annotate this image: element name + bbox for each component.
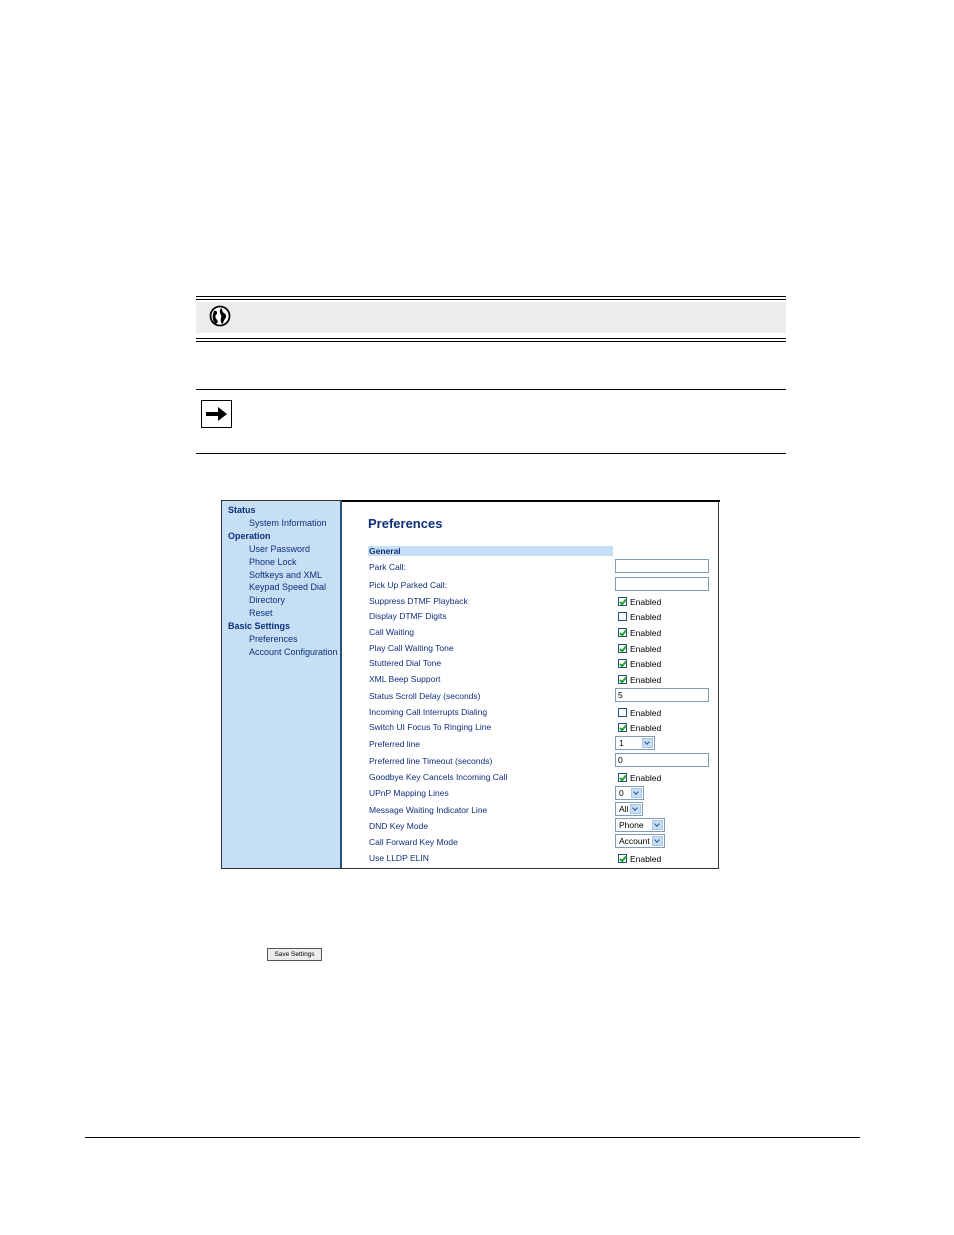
note-box [201,400,232,428]
display-dtmf-checkbox[interactable] [618,612,627,621]
park-call-input[interactable] [615,559,709,573]
chevron-down-icon[interactable] [631,788,642,798]
pickup-parked-call-input[interactable] [615,577,709,591]
use-lldp-elin-checkbox[interactable] [618,854,627,863]
label-pickup-parked-call: Pick Up Parked Call: [369,580,447,590]
dnd-key-mode-select[interactable] [615,818,665,832]
call-waiting-tone-checkbox[interactable] [618,644,627,653]
nav-item-user-password[interactable]: User Password [249,544,311,554]
footer-rule [85,1137,860,1138]
label-display-dtmf: Display DTMF Digits [369,611,447,621]
nav-heading-status[interactable]: Status [228,505,256,515]
nav-item-directory[interactable]: Directory [249,595,286,605]
enabled-label: Enabled [630,675,662,685]
save-settings-button[interactable]: Save Settings [267,948,322,961]
call-waiting-checkbox[interactable] [618,628,627,637]
rule-web-1 [196,338,786,339]
label-call-waiting: Call Waiting [369,627,415,637]
label-preferred-line: Preferred line [369,739,421,749]
label-call-waiting-tone: Play Call Waiting Tone [369,643,454,653]
label-mwi-line: Message Waiting Indicator Line [369,805,488,815]
preferred-line-timeout-input[interactable]: 0 [615,753,709,767]
label-preferred-line-timeout: Preferred line Timeout (seconds) [369,756,493,766]
label-use-lldp-elin: Use LLDP ELIN [369,853,429,863]
preferred-line-value: 1 [619,738,624,748]
call-forward-key-mode-select[interactable] [615,834,665,848]
nav-item-keypad-speed-dial[interactable]: Keypad Speed Dial [249,582,327,592]
mwi-line-select[interactable] [615,802,643,816]
section-bar [368,546,613,556]
nav-item-system-information[interactable]: System Information [249,518,327,528]
rule-note-bottom [196,453,786,454]
enabled-label: Enabled [630,644,662,654]
stuttered-dial-tone-checkbox[interactable] [618,659,627,668]
web-ui-screenshot [221,500,719,869]
enabled-label: Enabled [630,659,662,669]
sidebar [222,501,342,868]
nav-heading-operation[interactable]: Operation [228,531,271,541]
xml-beep-checkbox[interactable] [618,675,627,684]
enabled-label: Enabled [630,773,662,783]
label-park-call: Park Call: [369,562,406,572]
enabled-label: Enabled [630,708,662,718]
content-top-border [342,500,720,502]
switch-ui-focus-checkbox[interactable] [618,723,627,732]
suppress-dtmf-checkbox[interactable] [618,597,627,606]
upnp-mapping-select[interactable] [615,786,644,800]
upnp-mapping-value: 0 [619,788,624,798]
enabled-label: Enabled [630,597,662,607]
label-goodbye-key: Goodbye Key Cancels Incoming Call [369,772,508,782]
label-switch-ui-focus: Switch UI Focus To Ringing Line [369,722,492,732]
section-title: General [369,546,401,556]
enabled-label: Enabled [630,723,662,733]
goodbye-key-checkbox[interactable] [618,773,627,782]
web-ui-note [196,296,786,342]
page-title: Preferences [368,516,443,531]
nav-item-softkeys-xml[interactable]: Softkeys and XML [249,570,323,580]
dnd-key-mode-value: Phone [619,820,644,830]
arrow-right-icon [205,405,228,423]
nav-item-account-configuration[interactable]: Account Configuration [249,647,338,657]
label-suppress-dtmf: Suppress DTMF Playback [369,596,468,606]
chevron-down-icon[interactable] [652,836,663,846]
label-status-scroll-delay: Status Scroll Delay (seconds) [369,691,481,701]
globe-icon [209,305,231,327]
enabled-label: Enabled [630,854,662,864]
mwi-line-value: All [619,804,629,814]
incoming-call-interrupts-checkbox[interactable] [618,708,627,717]
enabled-label: Enabled [630,628,662,638]
enabled-label: Enabled [630,612,662,622]
web-ui-note-bar [196,302,786,333]
chevron-down-icon[interactable] [652,820,663,830]
label-xml-beep: XML Beep Support [369,674,441,684]
label-upnp-mapping: UPnP Mapping Lines [369,788,449,798]
rule-web-2 [196,341,786,342]
status-scroll-delay-input[interactable]: 5 [615,688,709,702]
nav-heading-basic-settings[interactable]: Basic Settings [228,621,291,631]
call-forward-key-mode-value: Account [619,836,650,846]
label-dnd-key-mode: DND Key Mode [369,821,429,831]
nav-item-preferences[interactable]: Preferences [249,634,298,644]
nav-item-reset[interactable]: Reset [249,608,273,618]
label-stuttered-dial-tone: Stuttered Dial Tone [369,658,442,668]
chevron-down-icon[interactable] [630,804,641,814]
rule-note-top [196,389,786,390]
preferred-line-select[interactable] [615,736,655,750]
label-incoming-call-interrupts: Incoming Call Interrupts Dialing [369,707,488,717]
chevron-down-icon[interactable] [642,738,653,748]
nav-item-phone-lock[interactable]: Phone Lock [249,557,297,567]
label-call-forward-key-mode: Call Forward Key Mode [369,837,458,847]
